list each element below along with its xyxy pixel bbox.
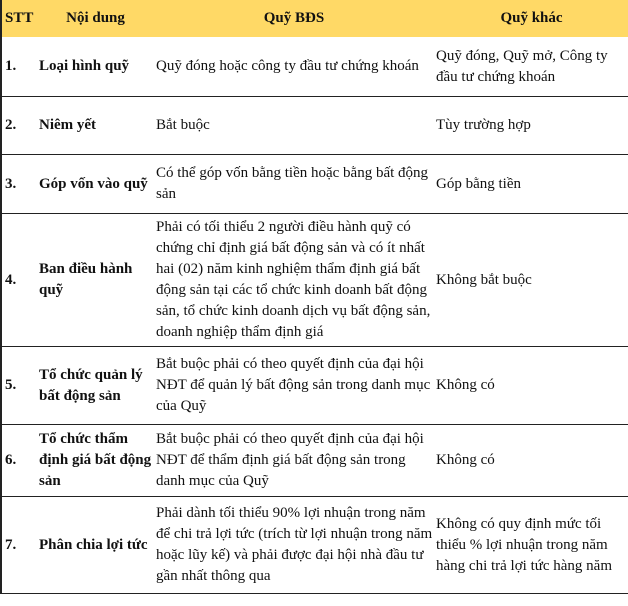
table-row xyxy=(1,37,628,97)
header-bds: Quỹ BĐS xyxy=(154,0,434,37)
row-bds: Phải có tối thiểu 2 người điều hành quỹ có chứng chỉ định giá bất động sản và có ít nhất hai (02) năm kinh nghiệm thẩm định giá bất động sản tại các tổ chức kinh doanh bất động sản, tổ chức kinh doanh dịch vụ bất động sản, doanh nghiệp thẩm định giá xyxy=(154,214,434,347)
row-topic: Tổ chức quản lý bất động sản xyxy=(37,347,154,425)
row-topic: Niêm yết xyxy=(37,97,154,155)
row-number: 1. xyxy=(1,37,37,97)
header-row xyxy=(1,0,628,37)
row-other: Tùy trường hợp xyxy=(434,97,628,155)
row-other: Không có xyxy=(434,347,628,425)
row-number: 7. xyxy=(1,497,37,594)
row-number: 6. xyxy=(1,425,37,497)
row-other: Không bắt buộc xyxy=(434,214,628,347)
row-number: 4. xyxy=(1,214,37,347)
header-content: Nội dung xyxy=(37,0,154,37)
row-bds: Quỹ đóng hoặc công ty đầu tư chứng khoán xyxy=(154,37,434,97)
row-number: 2. xyxy=(1,97,37,155)
row-topic: Phân chia lợi tức xyxy=(37,497,154,594)
header-other: Quỹ khác xyxy=(434,0,628,37)
table-row xyxy=(1,497,628,594)
row-bds: Bắt buộc xyxy=(154,97,434,155)
row-bds: Có thể góp vốn bằng tiền hoặc bằng bất động sản xyxy=(154,155,434,214)
row-other: Góp bằng tiền xyxy=(434,155,628,214)
row-topic: Ban điều hành quỹ xyxy=(37,214,154,347)
row-topic: Góp vốn vào quỹ xyxy=(37,155,154,214)
row-other: Không có xyxy=(434,425,628,497)
row-bds: Bắt buộc phải có theo quyết định của đại hội NĐT để thẩm định giá bất động sản trong danh mục của Quỹ xyxy=(154,425,434,497)
table-row xyxy=(1,214,628,347)
row-topic: Tổ chức thẩm định giá bất động sản xyxy=(37,425,154,497)
table-row xyxy=(1,425,628,497)
row-topic: Loại hình quỹ xyxy=(37,37,154,97)
table-row xyxy=(1,347,628,425)
row-other: Không có quy định mức tối thiểu % lợi nhuận trong năm hàng chi trả lợi tức hàng năm xyxy=(434,497,628,594)
table-row xyxy=(1,97,628,155)
row-bds: Bắt buộc phải có theo quyết định của đại hội NĐT để quản lý bất động sản trong danh mục của Quỹ xyxy=(154,347,434,425)
header-stt: STT xyxy=(1,0,37,37)
table-row xyxy=(1,155,628,214)
row-number: 5. xyxy=(1,347,37,425)
row-number: 3. xyxy=(1,155,37,214)
row-bds: Phải dành tối thiểu 90% lợi nhuận trong năm để chi trả lợi tức (trích từ lợi nhuận trong năm hoặc lũy kế) và phải được đại hội nhà đầu tư gần nhất thông qua xyxy=(154,497,434,594)
row-other: Quỹ đóng, Quỹ mở, Công ty đầu tư chứng khoán xyxy=(434,37,628,97)
